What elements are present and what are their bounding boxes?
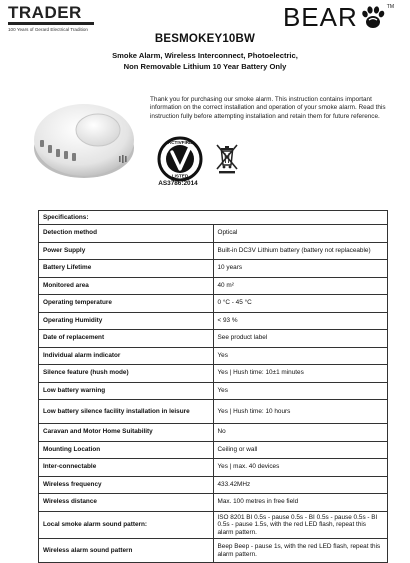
table-row	[39, 242, 388, 260]
table-row	[39, 347, 388, 365]
table-row	[39, 476, 388, 494]
specifications-header-row	[39, 211, 388, 225]
spec-label: Wireless alarm sound pattern	[39, 539, 214, 563]
model-number: BESMOKEY10BW	[154, 33, 256, 45]
spec-value: Optical	[213, 225, 388, 243]
spec-value: Ceiling or wall	[213, 441, 388, 459]
bear-logo	[283, 2, 394, 32]
intro-paragraph: Thank you for purchasing our smoke alarm. This instruction contains important information on the correct installation and operation of your smoke alarm. Read this instruction fully before attempting installation and retain them for future reference.	[150, 96, 386, 120]
spec-value: Yes	[213, 382, 388, 400]
subtitle-line-1: Smoke Alarm, Wireless Interconnect, Photoelectric,	[112, 51, 298, 60]
crossed-out-bin-icon	[214, 142, 240, 174]
spec-value: Built-in DC3V Lithium battery (battery not replaceable)	[213, 242, 388, 260]
spec-label: Local smoke alarm sound pattern:	[39, 511, 214, 539]
spec-label: Low battery silence facility installation in leisure	[39, 400, 214, 424]
trader-tagline: 100 Years of Gerard Electrical Tradition	[8, 27, 88, 32]
spec-value: 10 years	[213, 260, 388, 278]
spec-value: ISO 8201 BI 0.5s - pause 0.5s - BI 0.5s - pause 0.5s - BI 0.5s - pause 1.5s, with the red LED flash, repeat this alarm pattern.	[213, 511, 388, 539]
table-row	[39, 539, 388, 563]
specifications-heading: Specifications:	[39, 211, 388, 225]
product-subtitle	[0, 51, 410, 72]
bear-paw-icon	[360, 5, 386, 31]
table-row	[39, 277, 388, 295]
subtitle-line-2: Non Removable Lithium 10 Year Battery Only	[123, 61, 287, 71]
badge-text-bottom: LISTED	[171, 173, 189, 179]
spec-value: Yes	[213, 347, 388, 365]
spec-label: Caravan and Motor Home Suitability	[39, 424, 214, 442]
table-row	[39, 260, 388, 278]
spec-label: Date of replacement	[39, 330, 214, 348]
bear-logo-text: BEAR	[282, 2, 358, 32]
spec-value: < 93 %	[213, 312, 388, 330]
spec-label: Power Supply	[39, 242, 214, 260]
badge-text-top: ACTIVFIRE	[167, 140, 193, 145]
spec-label: Mounting Location	[39, 441, 214, 459]
spec-label: Individual alarm indicator	[39, 347, 214, 365]
spec-value: Beep Beep - pause 1s, with the red LED flash, repeat this alarm pattern.	[213, 539, 388, 563]
spec-value: Yes | Hush time: 10±1 minutes	[213, 365, 388, 383]
spec-label: Wireless distance	[39, 494, 214, 512]
spec-label: Operating Humidity	[39, 312, 214, 330]
spec-value: Yes | max. 40 devices	[213, 459, 388, 477]
spec-label: Wireless frequency	[39, 476, 214, 494]
spec-label: Inter-connectable	[39, 459, 214, 477]
trader-logo	[8, 4, 108, 32]
spec-label: Monitored area	[39, 277, 214, 295]
spec-label: Silence feature (hush mode)	[39, 365, 214, 383]
spec-value: 433.42MHz	[213, 476, 388, 494]
certification-standard: AS3786:2014	[158, 180, 198, 187]
spec-label: Battery Lifetime	[39, 260, 214, 278]
spec-value: No	[213, 424, 388, 442]
spec-value: 40 m²	[213, 277, 388, 295]
spec-value: Yes | Hush time: 10 hours	[213, 400, 388, 424]
bear-trademark: TM	[386, 4, 394, 10]
table-row	[39, 365, 388, 383]
table-row	[39, 382, 388, 400]
spec-label: Low battery warning	[39, 382, 214, 400]
table-row	[39, 400, 388, 424]
table-row	[39, 494, 388, 512]
table-row	[39, 511, 388, 539]
specifications-table	[38, 210, 388, 563]
table-row	[39, 330, 388, 348]
spec-label: Operating temperature	[39, 295, 214, 313]
smoke-alarm-image	[30, 86, 138, 186]
spec-value: 0 °C - 45 °C	[213, 295, 388, 313]
table-row	[39, 441, 388, 459]
spec-label: Detection method	[39, 225, 214, 243]
trader-logo-text: TRADER	[8, 3, 82, 22]
spec-value: Max. 100 metres in free field	[213, 494, 388, 512]
table-row	[39, 295, 388, 313]
table-row	[39, 424, 388, 442]
table-row	[39, 225, 388, 243]
trader-logo-underline	[8, 22, 94, 25]
table-row	[39, 459, 388, 477]
table-row	[39, 312, 388, 330]
spec-value: See product label	[213, 330, 388, 348]
